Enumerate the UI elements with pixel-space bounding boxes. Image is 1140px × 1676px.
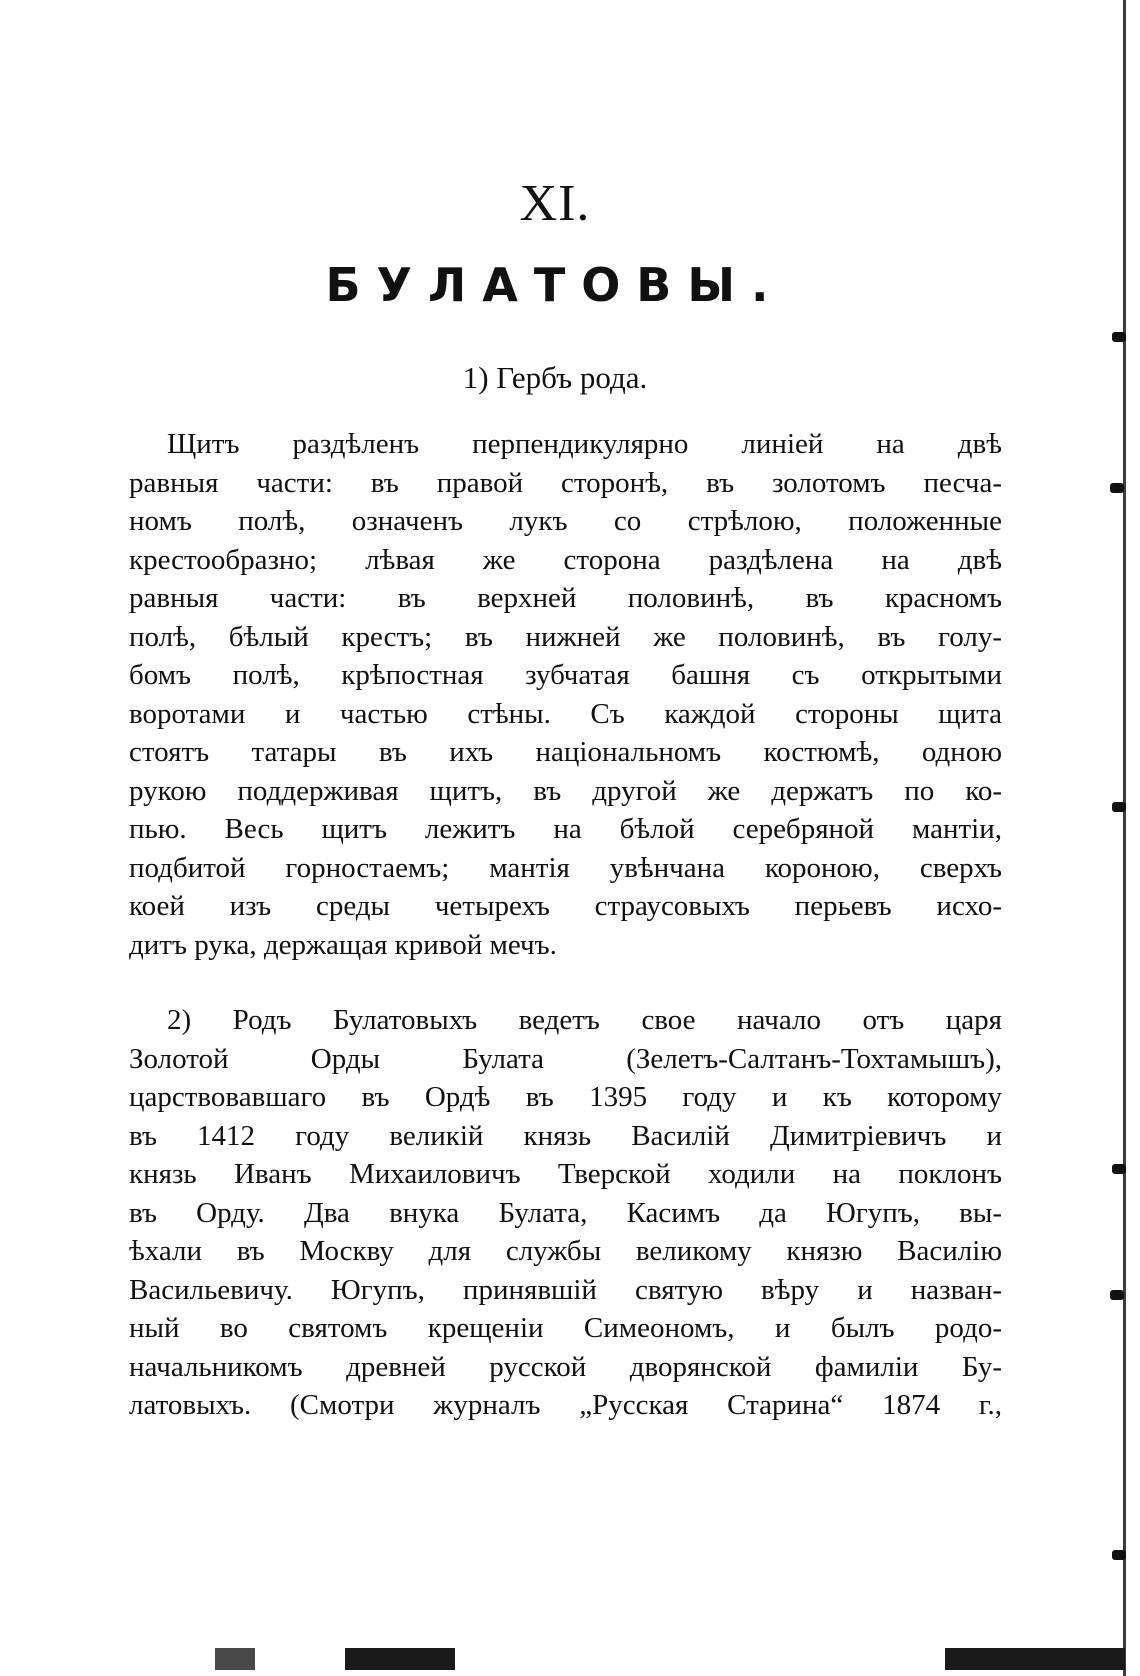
text-line: Васильевичу. Югупъ, принявшій святую вѣру и назван- [129,1273,1002,1306]
text-line: равныя части: въ правой сторонѣ, въ золотомъ песча- [129,466,1002,499]
text-line: латовыхъ. (Смотри журналъ „Русская Старина“ 1874 г., [129,1389,1002,1421]
chapter-title: БУЛАТОВЫ. [325,258,785,312]
scan-artifact [345,1648,455,1670]
text-line: бомъ полѣ, крѣпостная зубчатая башня съ открытыми [129,659,1002,691]
text-line: князь Иванъ Михаиловичъ Тверской ходили на поклонъ [129,1158,1002,1190]
binding-edge [1123,0,1126,1676]
text-line: воротами и частью стѣны. Съ каждой стороны щита [129,697,1002,730]
text-line: полѣ, бѣлый крестъ; въ нижней же половинѣ, въ голу- [129,620,1002,653]
text-line: дитъ рука, держащая кривой мечъ. [129,928,557,961]
text-line: въ 1412 году великій князь Василій Димитріевичъ и [129,1119,1002,1152]
text-line: номъ полѣ, означенъ лукъ со стрѣлою, положенные [129,505,1002,537]
text-line: коей изъ среды четырехъ страусовыхъ перьевъ исхо- [129,890,1002,922]
text-line: въ Орду. Два внука Булата, Касимъ да Югупъ, вы- [129,1196,1002,1229]
text-line: ный во святомъ крещеніи Симеономъ, и былъ родо- [129,1312,1002,1344]
text-line: рукою поддерживая щитъ, въ другой же держатъ по ко- [129,774,1002,807]
text-line: ѣхали въ Москву для службы великому князю Василію [129,1235,1002,1267]
text-line: равныя части: въ верхней половинѣ, въ красномъ [129,582,1002,614]
text-line: пью. Весь щитъ лежитъ на бѣлой серебряной мантіи, [129,813,1002,845]
text-line: подбитой горностаемъ; мантія увѣнчана короною, сверхъ [129,851,1002,884]
edge-speck [1110,1290,1124,1300]
chapter-numeral: XI. [519,175,591,232]
edge-speck [1112,802,1126,812]
text-line: Золотой Орды Булата (Зелетъ-Салтанъ-Тохтамышъ), [129,1042,1002,1075]
paragraph-coat-of-arms [129,425,1002,964]
text-line: начальникомъ древней русской дворянской фамиліи Бу- [129,1350,1002,1383]
edge-speck [1110,483,1124,493]
edge-speck [1112,332,1126,342]
scan-artifact [945,1648,1125,1670]
text-line: крестообразно; лѣвая же сторона раздѣлена на двѣ [129,543,1002,576]
scan-artifact [215,1648,255,1670]
edge-speck [1112,1550,1126,1560]
text-line: Щитъ раздѣленъ перпендикулярно линіей на двѣ [167,428,1002,460]
section-heading: 1) Гербъ рода. [462,360,648,395]
text-line: царствовавшаго въ Ордѣ въ 1395 году и къ которому [129,1081,1002,1113]
text-line: 2) Родъ Булатовыхъ ведетъ свое начало отъ царя [167,1004,1002,1036]
text-line: стоятъ татары въ ихъ національномъ костюмѣ, одною [129,736,1002,768]
paragraph-family-origin [129,1001,1002,1425]
edge-speck [1112,1164,1126,1174]
